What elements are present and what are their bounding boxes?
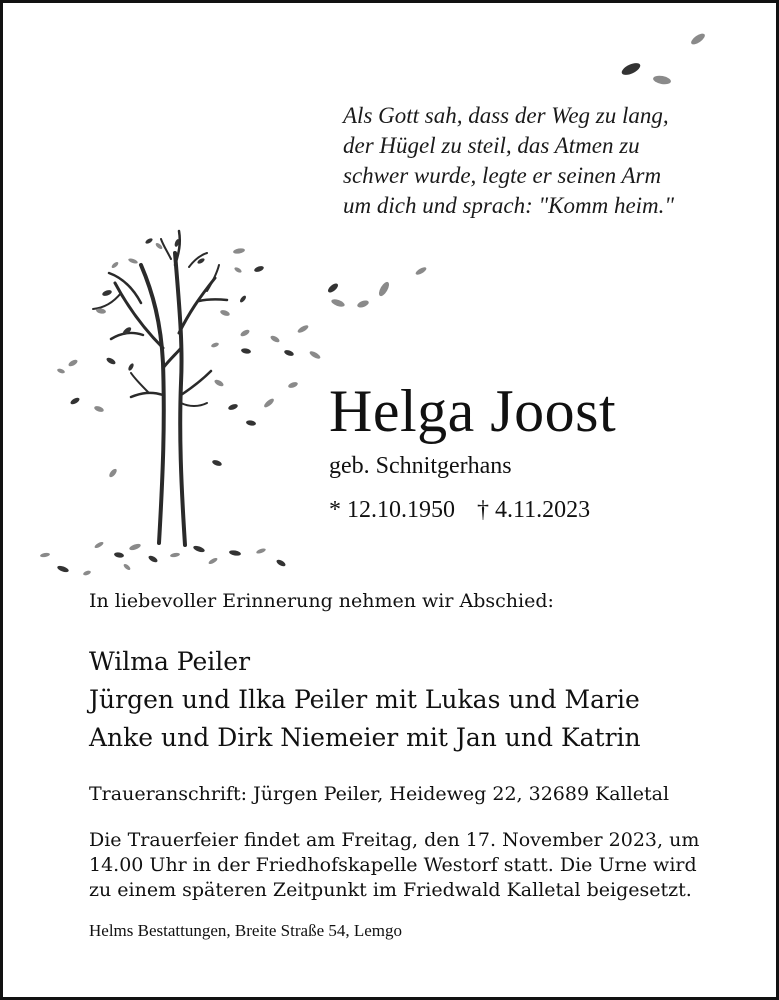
notice-line: Die Trauerfeier findet am Freitag, den 17. November 2023, um <box>89 829 700 851</box>
birth-date: * 12.10.1950 <box>329 497 455 523</box>
quote-line: der Hügel zu steil, das Atmen zu <box>343 133 640 158</box>
notice-line: zu einem späteren Zeitpunkt im Friedwald Kalletal beigesetzt. <box>89 879 692 901</box>
notice-line: 14.00 Uhr in der Friedhofskapelle Westorf statt. Die Urne wird <box>89 854 697 876</box>
quote-line: Als Gott sah, dass der Weg zu lang, <box>343 103 669 128</box>
quote-line: um dich und sprach: "Komm heim." <box>343 193 675 218</box>
quote-line: schwer wurde, legte er seinen Arm <box>343 163 662 188</box>
mourner-line: Anke und Dirk Niemeier mit Jan und Katrin <box>89 723 641 752</box>
life-dates <box>329 495 590 525</box>
undertaker-info: Helms Bestattungen, Breite Straße 54, Lemgo <box>89 921 403 940</box>
death-date: † 4.11.2023 <box>477 497 591 523</box>
mourners-list <box>89 643 641 757</box>
funeral-notice <box>89 828 699 903</box>
memorial-quote <box>343 101 674 221</box>
tree-icon <box>93 231 227 545</box>
mourner-line: Jürgen und Ilka Peiler mit Lukas und Marie <box>89 685 640 714</box>
tree-leaves <box>40 237 310 576</box>
maiden-name: geb. Schnitgerhans <box>329 453 512 479</box>
deceased-name: Helga Joost <box>329 378 617 444</box>
farewell-intro: In liebevoller Erinnerung nehmen wir Abschied: <box>89 590 554 612</box>
mourner-line: Wilma Peiler <box>89 647 251 676</box>
mourning-address: Traueranschrift: Jürgen Peiler, Heideweg 22, 32689 Kalletal <box>89 783 670 805</box>
